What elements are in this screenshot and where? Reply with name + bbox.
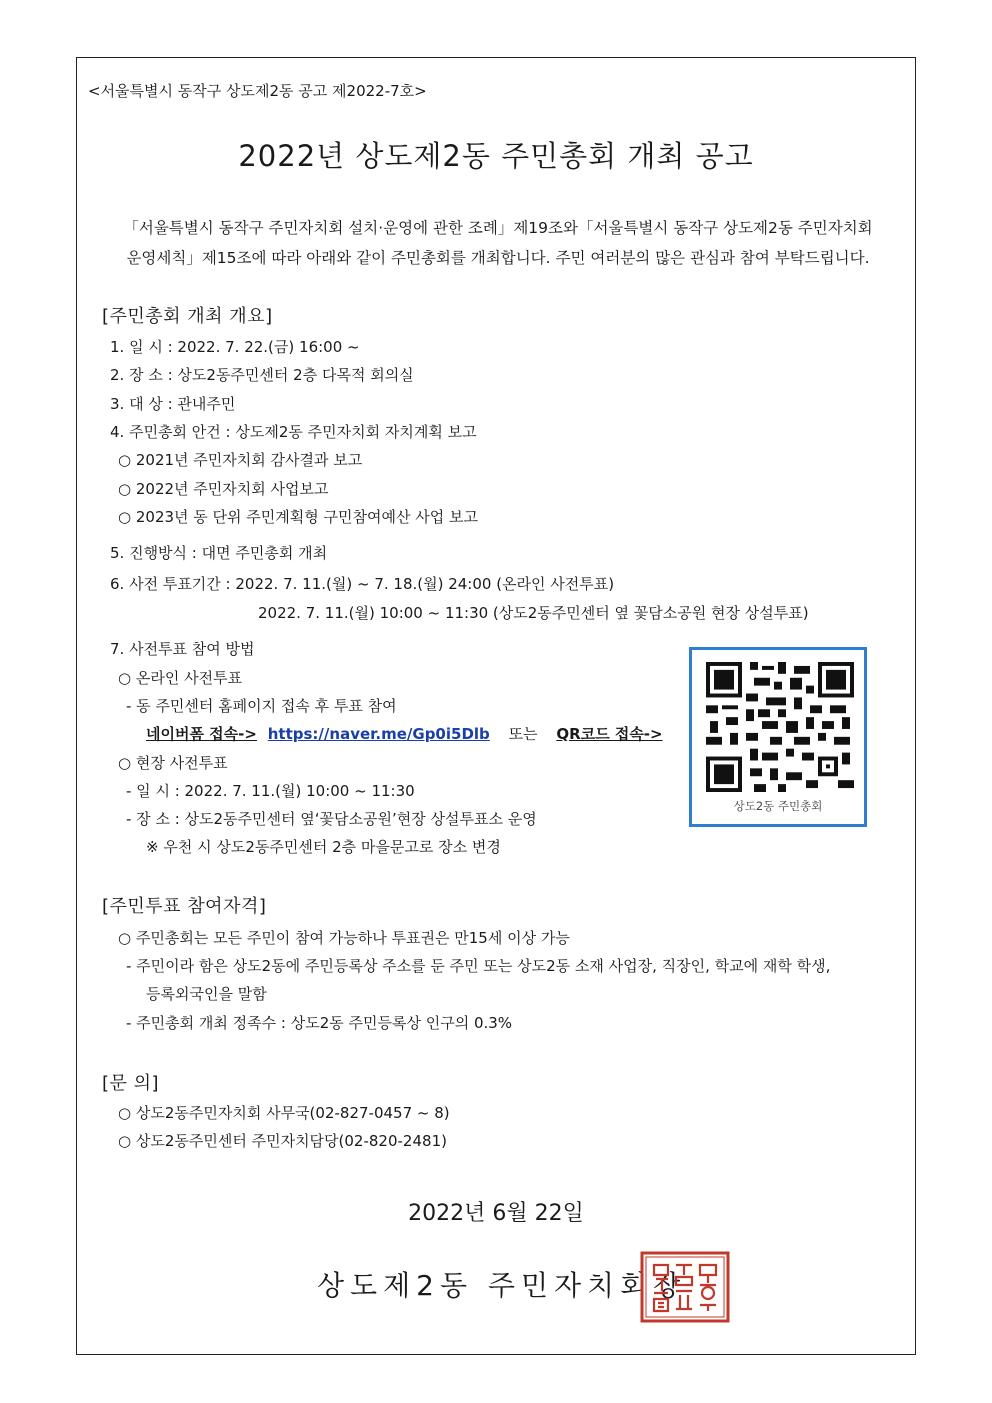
online-vote-heading: ○ 온라인 사전투표 <box>118 669 243 687</box>
inquiry-line: ○ 상도2동주민자치회 사무국(02-827-0457 ~ 8) <box>118 1104 450 1122</box>
eligibility-line: - 주민이라 함은 상도2동에 주민등록상 주소를 둔 주민 또는 상도2동 소재 사업장, 직장인, 학교에 재학 학생, <box>126 957 831 975</box>
onsite-vote-note: ※ 우천 시 상도2동주민센터 2층 마을문고로 장소 변경 <box>146 838 501 856</box>
overview-agenda: 4. 주민총회 안건 : 상도제2동 주민자치회 자치계획 보고 <box>110 423 477 441</box>
overview-target: 3. 대 상 : 관내주민 <box>110 395 236 413</box>
qr-caption: 상도2동 주민총회 <box>733 799 823 813</box>
eligibility-line: - 주민총회 개최 정족수 : 상도2동 주민등록상 인구의 0.3% <box>126 1014 513 1032</box>
overview-heading: [주민총회 개최 개요] <box>102 306 273 327</box>
qr-code-label: QR코드 접속-> <box>556 725 663 743</box>
intro-line-1: 「서울특별시 동작구 주민자치회 설치·운영에 관한 조례」제19조와「서울특별시 동작구 상도제2동 주민자치회 <box>123 219 873 237</box>
qr-code-icon <box>706 662 854 792</box>
overview-vote-period-onsite: 2022. 7. 11.(월) 10:00 ~ 11:30 (상도2동주민센터 옆 꽃담소공원 현장 상설투표) <box>258 604 809 622</box>
naver-form-link[interactable]: https://naver.me/Gp0i5Dlb <box>267 725 490 743</box>
onsite-vote-heading: ○ 현장 사전투표 <box>118 754 228 772</box>
onsite-vote-time: - 일 시 : 2022. 7. 11.(월) 10:00 ~ 11:30 <box>126 782 415 800</box>
eligibility-heading: [주민투표 참여자격] <box>102 896 267 917</box>
agenda-item: ○ 2021년 주민자치회 감사결과 보고 <box>118 451 363 469</box>
overview-vote-period: 6. 사전 투표기간 : 2022. 7. 11.(월) ~ 7. 18.(월) 24:00 (온라인 사전투표) <box>110 575 615 593</box>
overview-method: 5. 진행방식 : 대면 주민총회 개최 <box>110 544 328 562</box>
eligibility-line: ○ 주민총회는 모든 주민이 참여 가능하나 투표권은 만15세 이상 가능 <box>118 929 570 947</box>
signature: 상도제2동 주민자치회장 <box>317 1269 687 1302</box>
online-vote-desc: - 동 주민센터 홈페이지 접속 후 투표 참여 <box>126 697 397 715</box>
overview-vote-method: 7. 사전투표 참여 방법 <box>110 640 255 658</box>
onsite-vote-place: - 장 소 : 상도2동주민센터 옆‘꽃담소공원’현장 상설투표소 운영 <box>126 810 537 828</box>
agenda-item: ○ 2023년 동 단위 주민계획형 구민참여예산 사업 보고 <box>118 508 478 526</box>
notice-number: <서울특별시 동작구 상도제2동 공고 제2022-7호> <box>88 82 427 100</box>
qr-code-box[interactable] <box>689 647 867 827</box>
agenda-item: ○ 2022년 주민자치회 사업보고 <box>118 480 329 498</box>
eligibility-line: 등록외국인을 말함 <box>146 985 267 1003</box>
notice-date: 2022년 6월 22일 <box>408 1201 584 1226</box>
inquiry-heading: [문 의] <box>102 1073 160 1094</box>
overview-place: 2. 장 소 : 상도2동주민센터 2층 다목적 회의실 <box>110 366 414 384</box>
seal-stamp-icon <box>640 1251 730 1323</box>
naver-form-label: 네이버폼 접속-> <box>146 725 257 743</box>
intro-line-2: 운영세칙」제15조에 따라 아래와 같이 주민총회를 개최합니다. 주민 여러분의 많은 관심과 참여 부탁드립니다. <box>126 249 870 267</box>
overview-date: 1. 일 시 : 2022. 7. 22.(금) 16:00 ~ <box>110 338 360 356</box>
inquiry-line: ○ 상도2동주민센터 주민자치담당(02-820-2481) <box>118 1132 447 1150</box>
page-title: 2022년 상도제2동 주민총회 개최 공고 <box>238 139 754 173</box>
online-vote-links <box>146 723 663 744</box>
or-text: 또는 <box>508 725 538 743</box>
